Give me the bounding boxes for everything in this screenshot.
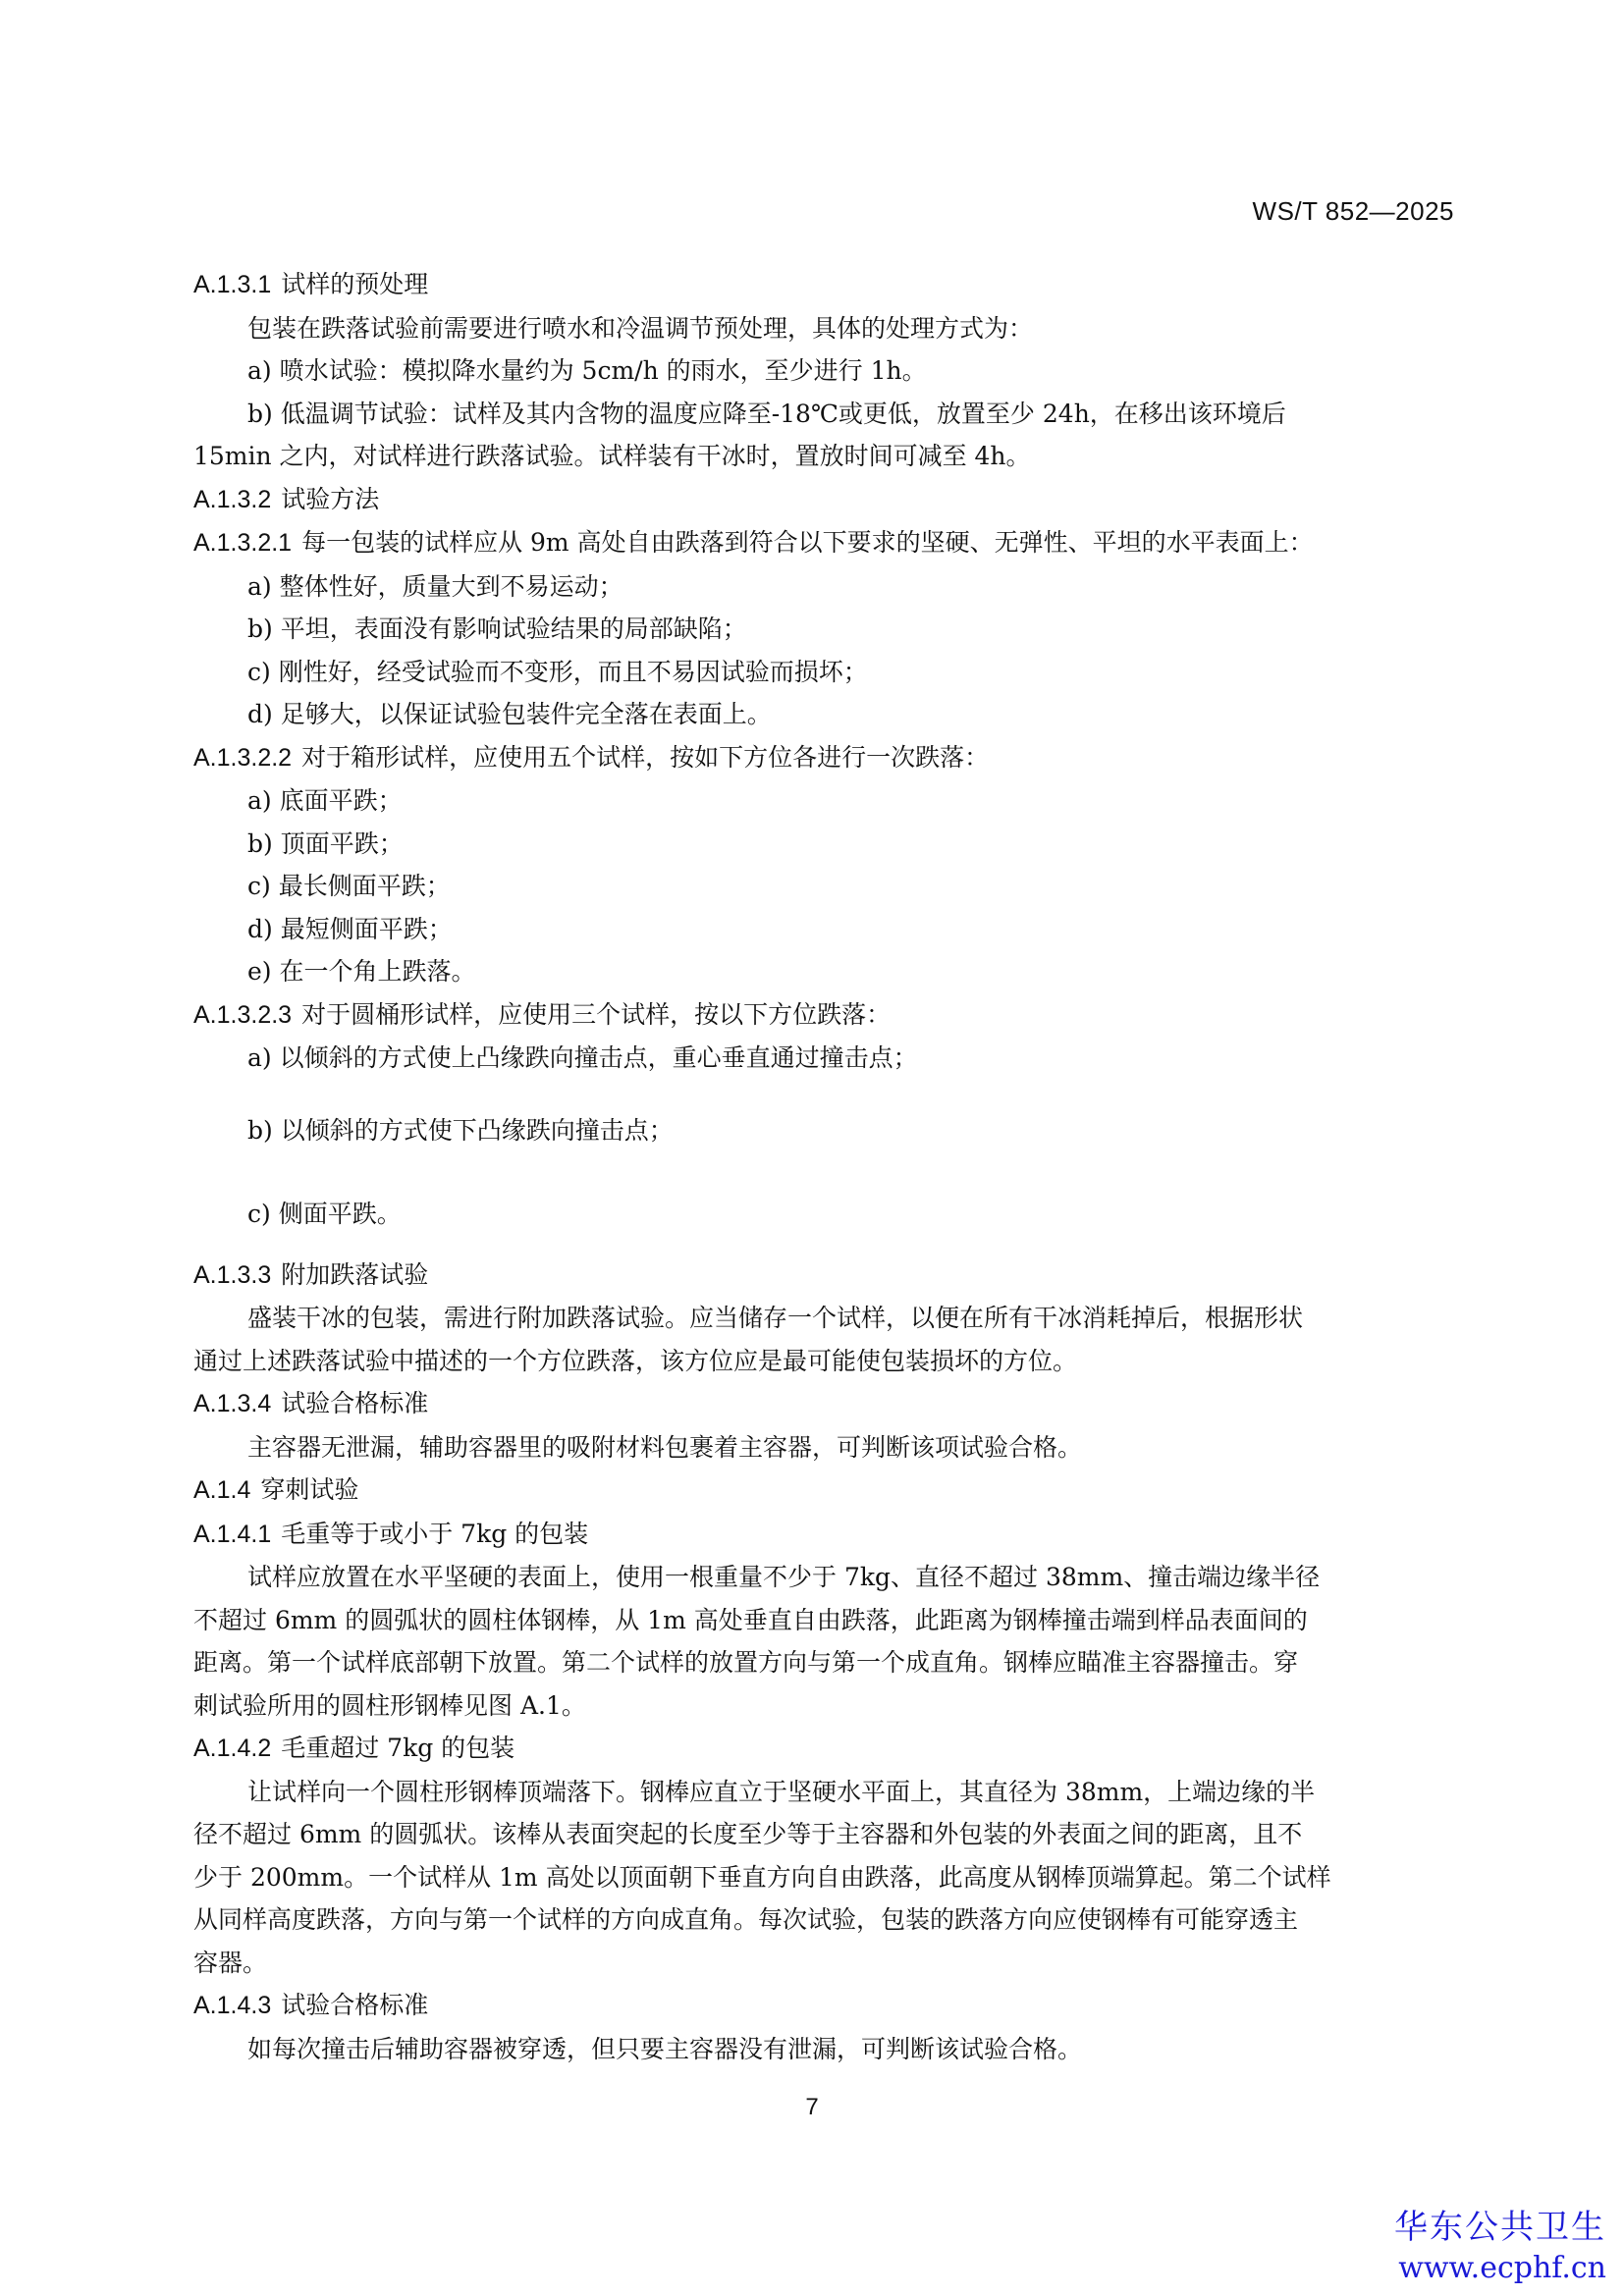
section-heading [193,521,1470,565]
section-title: 试样的预处理 [281,270,429,298]
section-title: 试验合格标准 [281,1991,429,2019]
document-body [193,263,1470,2070]
section-heading [193,263,1470,307]
section-title: 毛重等于或小于 7kg 的包装 [281,1519,589,1548]
watermark [1394,2206,1606,2288]
paragraph-line: 容器。 [193,1948,268,1977]
document-code: WS/T 852—2025 [1252,196,1454,226]
paragraph-line: 从同样高度跌落，方向与第一个试样的方向成直角。每次试验，包装的跌落方向应使钢棒有可能穿透主 [193,1905,1299,1934]
section-title: 穿刺试验 [260,1475,359,1504]
list-item: b) 以倾斜的方式使下凸缘跌向撞击点； [247,1115,674,1145]
section-number: A.1.4.2 [193,1735,272,1762]
paragraph-line: 径不超过 6mm 的圆弧状。该棒从表面突起的长度至少等于主容器和外包装的外表面之间的距离，且不 [193,1820,1303,1848]
section-number: A.1.4.1 [193,1520,272,1548]
list-item: c) 侧面平跌。 [247,1200,402,1228]
paragraph-line: 盛装干冰的包装，需进行附加跌落试验。应当储存一个试样，以便在所有干冰消耗掉后，根据形状 [247,1304,1304,1332]
section-number: A.1.3.2.3 [193,1000,293,1029]
list-item: e) 在一个角上跌落。 [247,957,476,986]
section-number: A.1.3.2 [193,485,272,513]
paragraph-line: 试样应放置在水平坚硬的表面上，使用一根重量不少于 7kg、直径不超过 38mm、撞击端边缘半径 [247,1563,1321,1591]
list-item: b) 低温调节试验：试样及其内含物的温度应降至-18℃或更低，放置至少 24h，在移出该环境后 [247,399,1286,428]
paragraph-line: 少于 200mm。一个试样从 1m 高处以顶面朝下垂直方向自由跌落，此高度从钢棒顶端算起。第二个试样 [193,1862,1331,1892]
paragraph-line: 不超过 6mm 的圆弧状的圆柱体钢棒，从 1m 高处垂直自由跌落，此距离为钢棒撞击端到样品表面间的 [193,1605,1308,1634]
list-item: a) 喷水试验：模拟降水量约为 5cm/h 的雨水，至少进行 1h。 [247,356,927,385]
list-item: b) 平坦，表面没有影响试验结果的局部缺陷； [247,614,747,643]
section-number: A.1.3.4 [193,1390,272,1417]
section-number: A.1.3.3 [193,1260,272,1289]
list-item: d) 最短侧面平跌； [247,914,453,943]
paragraph-line: 通过上述跌落试验中描述的一个方位跌落，该方位应是最可能使包装损坏的方位。 [193,1346,1078,1375]
list-item: b) 顶面平跌； [247,828,404,858]
section-title: 附加跌落试验 [281,1259,429,1289]
list-item: a) 整体性好，质量大到不易运动； [247,571,623,601]
paragraph-line: 主容器无泄漏，辅助容器里的吸附材料包裹着主容器，可判断该项试验合格。 [247,1432,1083,1462]
list-item: c) 刚性好，经受试验而不变形，而且不易因试验而损坏； [247,657,868,686]
paragraph-line: 让试样向一个圆柱形钢棒顶端落下。钢棒应直立于坚硬水平面上，其直径为 38mm，上端边缘的半 [247,1777,1316,1806]
section-heading [193,478,1470,522]
section-heading [193,1382,1470,1426]
section-heading [193,736,1470,780]
section-title: 试验方法 [281,484,380,513]
list-item: a) 以倾斜的方式使上凸缘跌向撞击点，重心垂直通过撞击点； [247,1043,918,1072]
list-item: c) 最长侧面平跌； [247,872,451,900]
list-item: d) 足够大，以保证试验包装件完全落在表面上。 [247,700,772,728]
section-heading [193,1984,1470,2028]
paragraph-line: 距离。第一个试样底部朝下放置。第二个试样的放置方向与第一个成直角。钢棒应瞄准主容器撞击。穿 [193,1648,1299,1677]
paragraph-line: 如每次撞击后辅助容器被穿透，但只要主容器没有泄漏，可判断该试验合格。 [247,2034,1083,2063]
paragraph-line: 包装在跌落试验前需要进行喷水和冷温调节预处理，具体的处理方式为： [247,313,1034,343]
section-number: A.1.3.2.2 [193,743,293,772]
section-heading [193,1513,1470,1557]
section-number: A.1.4 [193,1476,251,1504]
paragraph-line: 刺试验所用的圆柱形钢棒见图 A.1。 [193,1690,586,1720]
page-number: 7 [805,2094,819,2120]
section-heading [193,1727,1470,1771]
section-number: A.1.3.2.1 [193,529,293,557]
watermark-name: 华东公共卫生 [1394,2208,1606,2247]
section-number: A.1.3.1 [193,271,272,298]
section-title: 对于箱形试样，应使用五个试样，按如下方位各进行一次跌落： [301,742,990,772]
section-heading [193,993,1470,1038]
section-title: 试验合格标准 [281,1389,429,1417]
watermark-url: www.ecphf.cn [1398,2251,1606,2285]
section-number: A.1.4.3 [193,1992,272,2019]
section-heading [193,1468,1470,1513]
section-title: 对于圆桶形试样，应使用三个试样，按以下方位跌落： [301,999,892,1029]
list-item: a) 底面平跌； [247,786,403,815]
paragraph-line: 15min 之内，对试样进行跌落试验。试样装有干冰时，置放时间可减至 4h。 [193,442,1031,470]
section-heading [193,1254,1470,1298]
section-title: 毛重超过 7kg 的包装 [281,1734,515,1762]
section-title: 每一包装的试样应从 9m 高处自由跌落到符合以下要求的坚硬、无弹性、平坦的水平表面上： [301,528,1314,557]
